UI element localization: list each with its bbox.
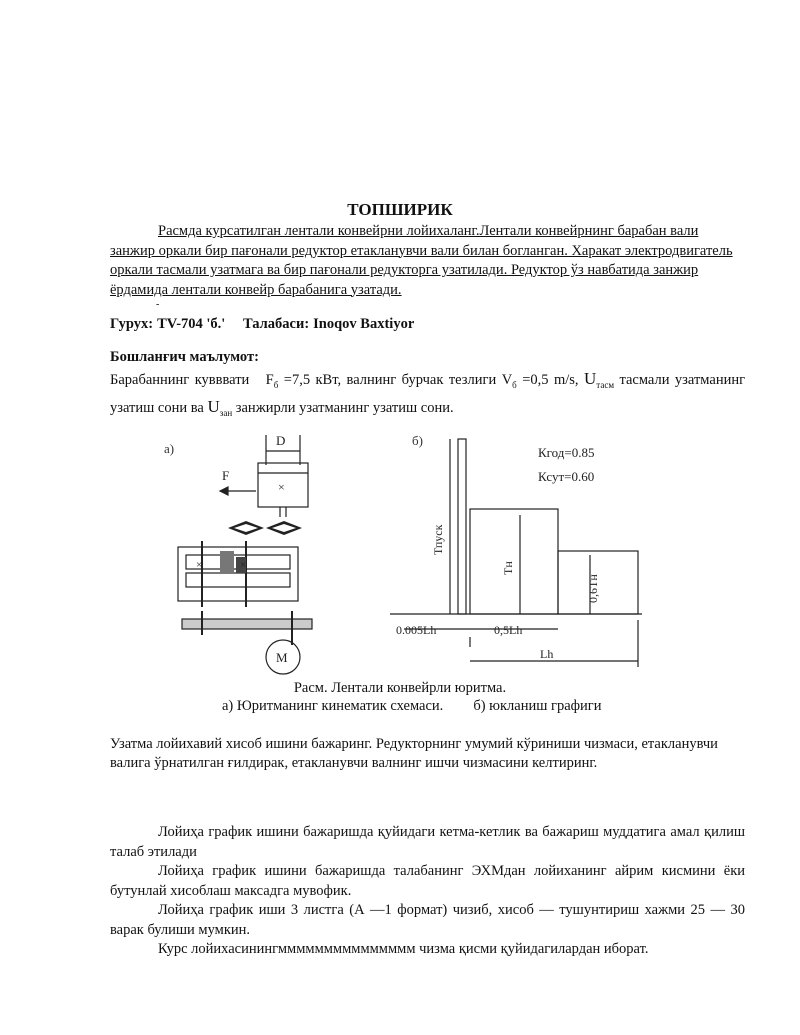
m-label: M [276,650,288,665]
drive-figure [150,425,660,675]
figure-subcaption [222,698,602,715]
speed-value: =0,5 m/s, [522,372,579,388]
group-value: TV-704 'б.' [157,316,226,332]
requirement-paragraph: Курс лойихасинингммммммммммммммм чизма қисми қуйидагилардан иборат. [158,941,649,957]
task-paragraph: Узатма лойихавий хисоб ишини бажаринг. Редукторнинг умумий кўриниши чизмаси, етакланувчи валига ўрнатилган ғилдирак, етакланувчи валнинг ишчи чизмасини келтиринг. [110,736,718,771]
svg-text:×: × [196,559,203,571]
intro-text: Расмда курсатилган лентали конвейрни лойихаланг.Лентали конвейрнинг барабан вали занжир оркали бир пағонали редуктор етакланувчи вали билан богланган. Харакат электродвигатель оркали тасмали узатмага ва бир пағонали редукторга узатилади. Редуктор ўз навбатида занжир ёрдамида лентали конвейр барабанига узатади. [110,223,733,298]
svg-text:×: × [240,559,247,571]
student-label: Талабаси: [242,316,310,332]
requirement-paragraph: Лойиҳа график ишини бажаришда қуйидаги кетма-кетлик ва бажариш муддатига амал қилиш талаб этилади [110,824,745,860]
document-title: ТОПШИРИК [347,200,453,219]
figure-caption: Расм. Лентали конвейрли юритма. [293,680,507,696]
belt-ratio-sub: тасм [596,379,615,390]
subcaption-a: а) Юритманинг кинематик схемаси. [222,698,444,714]
speed-sub: б [512,379,517,390]
initial-data-heading: Бошланғич маълумот: [110,349,259,365]
chain-ratio-text: занжирли узатманинг узатиш сони. [235,399,454,416]
intro-paragraph [110,222,745,300]
label-b: б) [412,433,423,448]
k-year-label: Кгод=0.85 [538,445,595,460]
label-a: а) [164,441,175,456]
chain-ratio-sub: зан [219,407,233,418]
group-line [110,316,428,333]
belt-ratio-text: тасмали узатманинг узатиш сони ва [110,372,746,416]
initial-data-text [110,368,745,424]
subcaption-b: б) юкланиш графиги [473,698,602,714]
power-label: Барабаннинг кувввати [110,372,250,388]
kinematic-scheme [164,433,312,674]
speed-symbol: V [501,372,513,388]
requirements-section [110,823,745,960]
l-half-label: 0,5Lh [494,623,523,637]
chain-ratio-symbol: U [207,396,220,416]
t-start-label: Тпуск [431,524,445,555]
f-label: F [222,468,230,483]
load-chart [390,433,642,667]
svg-text:×: × [278,480,285,494]
force-sub: б [273,379,279,390]
force-symbol: F [265,372,274,388]
start-torque-bar [458,439,466,614]
d-label: D [276,433,286,448]
l-total-label: Lh [540,647,554,661]
t-nominal-label: Тн [501,561,515,575]
requirement-paragraph: Лойиҳа график иши 3 листга (А —1 формат) чизиб, хисоб — тушунтириш хажми 25 — 30 варак булиши мумкин. [110,902,745,938]
l-start-label: 0.005Lh [396,623,437,637]
requirement-paragraph: Лойиҳа график ишини бажаришда талабанинг ЭХМдан лойиханинг айрим кисмини ёки бутунлай хисоблаш максадга мувофик. [110,863,745,899]
belt-ratio-symbol: U [584,369,597,388]
small-mark: - [156,299,160,310]
group-label: Гурух: [110,316,154,332]
force-value: =7,5 кВт, валнинг бурчак тезлиги [283,372,497,388]
k-day-label: Ксут=0.60 [538,469,595,484]
t-reduced-label: 0,6Тн [586,574,600,603]
student-value: Inoqov Baxtiyor [313,316,415,332]
